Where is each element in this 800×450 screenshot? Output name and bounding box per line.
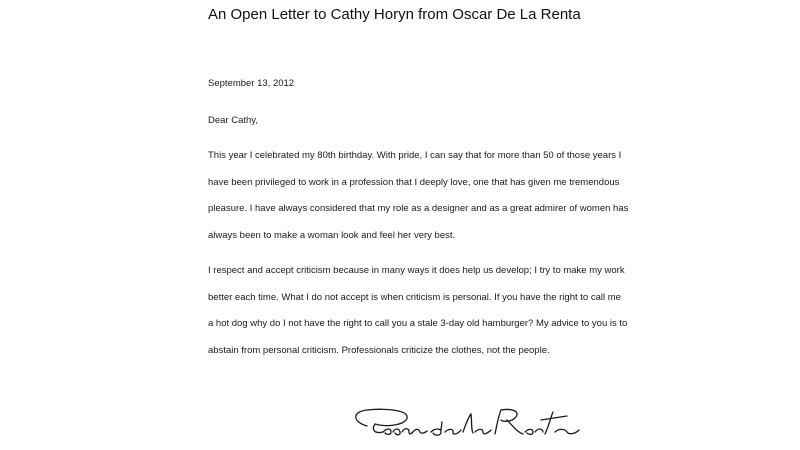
letter-title: An Open Letter to Cathy Horyn from Oscar De La Renta bbox=[208, 6, 581, 23]
paragraph-line: have been privileged to work in a profession that I deeply love, one that has given me tremendous bbox=[208, 176, 620, 188]
paragraph-line: I respect and accept criticism because in many ways it does help us develop; I try to make my work bbox=[208, 265, 625, 276]
paragraph-line: pleasure. I have always considered that my role as a designer and as a great admirer of women has bbox=[208, 203, 629, 214]
paragraph-line: a hot dog why do I not have the right to call you a stale 3-day old hamburger? My advice to you is to bbox=[208, 318, 628, 329]
handwritten-signature bbox=[345, 402, 585, 444]
paragraph-line: always been to make a woman look and feel her very best. bbox=[208, 229, 456, 241]
paragraph-line: better each time. What I do not accept is when criticism is personal. If you have the right to call me bbox=[208, 291, 621, 303]
letter-date: September 13, 2012 bbox=[208, 78, 295, 89]
letter-paragraph-2 bbox=[208, 265, 628, 371]
paragraph-line: abstain from personal criticism. Professionals criticize the clothes, not the people. bbox=[208, 344, 550, 356]
letter-salutation: Dear Cathy, bbox=[208, 115, 258, 126]
paragraph-line: This year I celebrated my 80th birthday. With pride, I can say that for more than 50 of those years I bbox=[208, 150, 622, 161]
letter-paragraph-1 bbox=[208, 150, 629, 256]
